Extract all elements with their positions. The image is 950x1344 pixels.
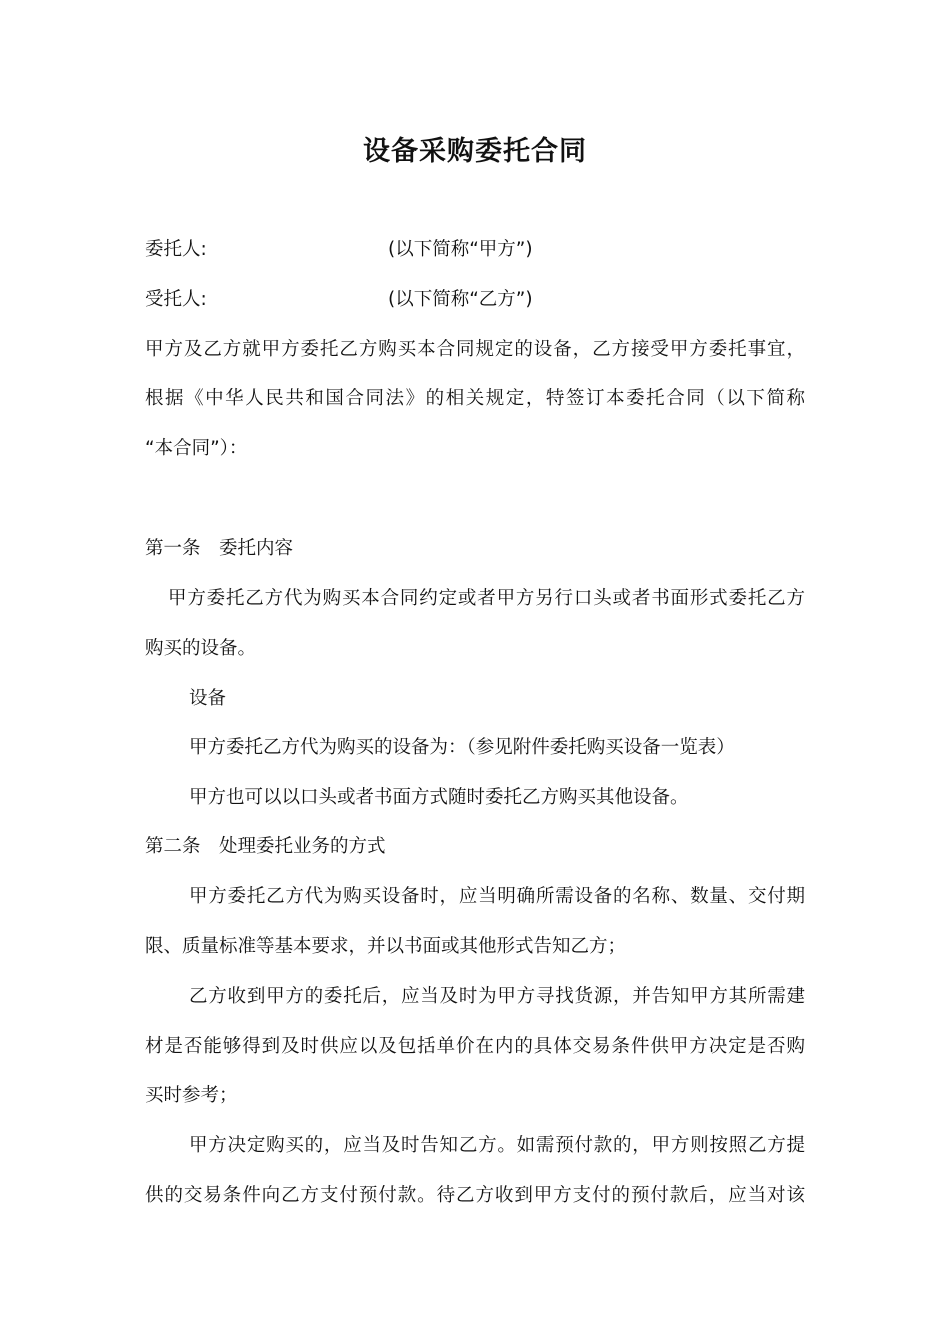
principal-row xyxy=(145,236,805,264)
agent-note: (以下简称“乙方”) xyxy=(388,289,533,310)
agent-row xyxy=(145,286,805,314)
article-1-subheading: 设备 xyxy=(189,688,227,709)
article-1-paragraph-1-line-1: 甲方委托乙方代为购买本合同约定或者甲方另行口头或者书面形式委托乙方 xyxy=(168,588,805,609)
article-2-paragraph-1-line-1: 甲方委托乙方代为购买设备时，应当明确所需设备的名称、数量、交付期 xyxy=(189,886,805,907)
principal-label: 委托人: xyxy=(145,239,207,260)
article-2-heading: 第二条 处理委托业务的方式 xyxy=(145,836,386,857)
article-1-paragraph-1-line-2: 购买的设备。 xyxy=(145,638,257,659)
article-2-paragraph-3-line-1: 甲方决定购买的，应当及时告知乙方。如需预付款的，甲方则按照乙方提 xyxy=(189,1135,805,1156)
principal-note: (以下简称“甲方”) xyxy=(388,239,533,260)
preamble-line-3: “本合同”）： xyxy=(145,438,248,459)
article-1-paragraph-2: 甲方委托乙方代为购买的设备为：（参见附件委托购买设备一览表） xyxy=(189,737,735,758)
article-2-paragraph-2-line-2: 材是否能够得到及时供应以及包括单价在内的具体交易条件供甲方决定是否购 xyxy=(145,1036,805,1057)
article-1-heading: 第一条 委托内容 xyxy=(145,538,294,559)
article-1-paragraph-3: 甲方也可以以口头或者书面方式随时委托乙方购买其他设备。 xyxy=(189,787,689,808)
article-2-paragraph-2-line-3: 买时参考； xyxy=(145,1085,238,1106)
preamble-line-2: 根据《中华人民共和国合同法》的相关规定，特签订本委托合同（以下简称 xyxy=(145,388,805,409)
agent-label: 受托人: xyxy=(145,289,207,310)
article-2-paragraph-3-line-2: 供的交易条件向乙方支付预付款。待乙方收到甲方支付的预付款后，应当对该 xyxy=(145,1185,805,1206)
preamble-line-1: 甲方及乙方就甲方委托乙方购买本合同规定的设备，乙方接受甲方委托事宜， xyxy=(145,339,805,360)
page-title: 设备采购委托合同 xyxy=(363,136,587,167)
article-2-paragraph-2-line-1: 乙方收到甲方的委托后，应当及时为甲方寻找货源，并告知甲方其所需建 xyxy=(189,986,805,1007)
article-2-paragraph-1-line-2: 限、质量标准等基本要求，并以书面或其他形式告知乙方； xyxy=(145,936,627,957)
